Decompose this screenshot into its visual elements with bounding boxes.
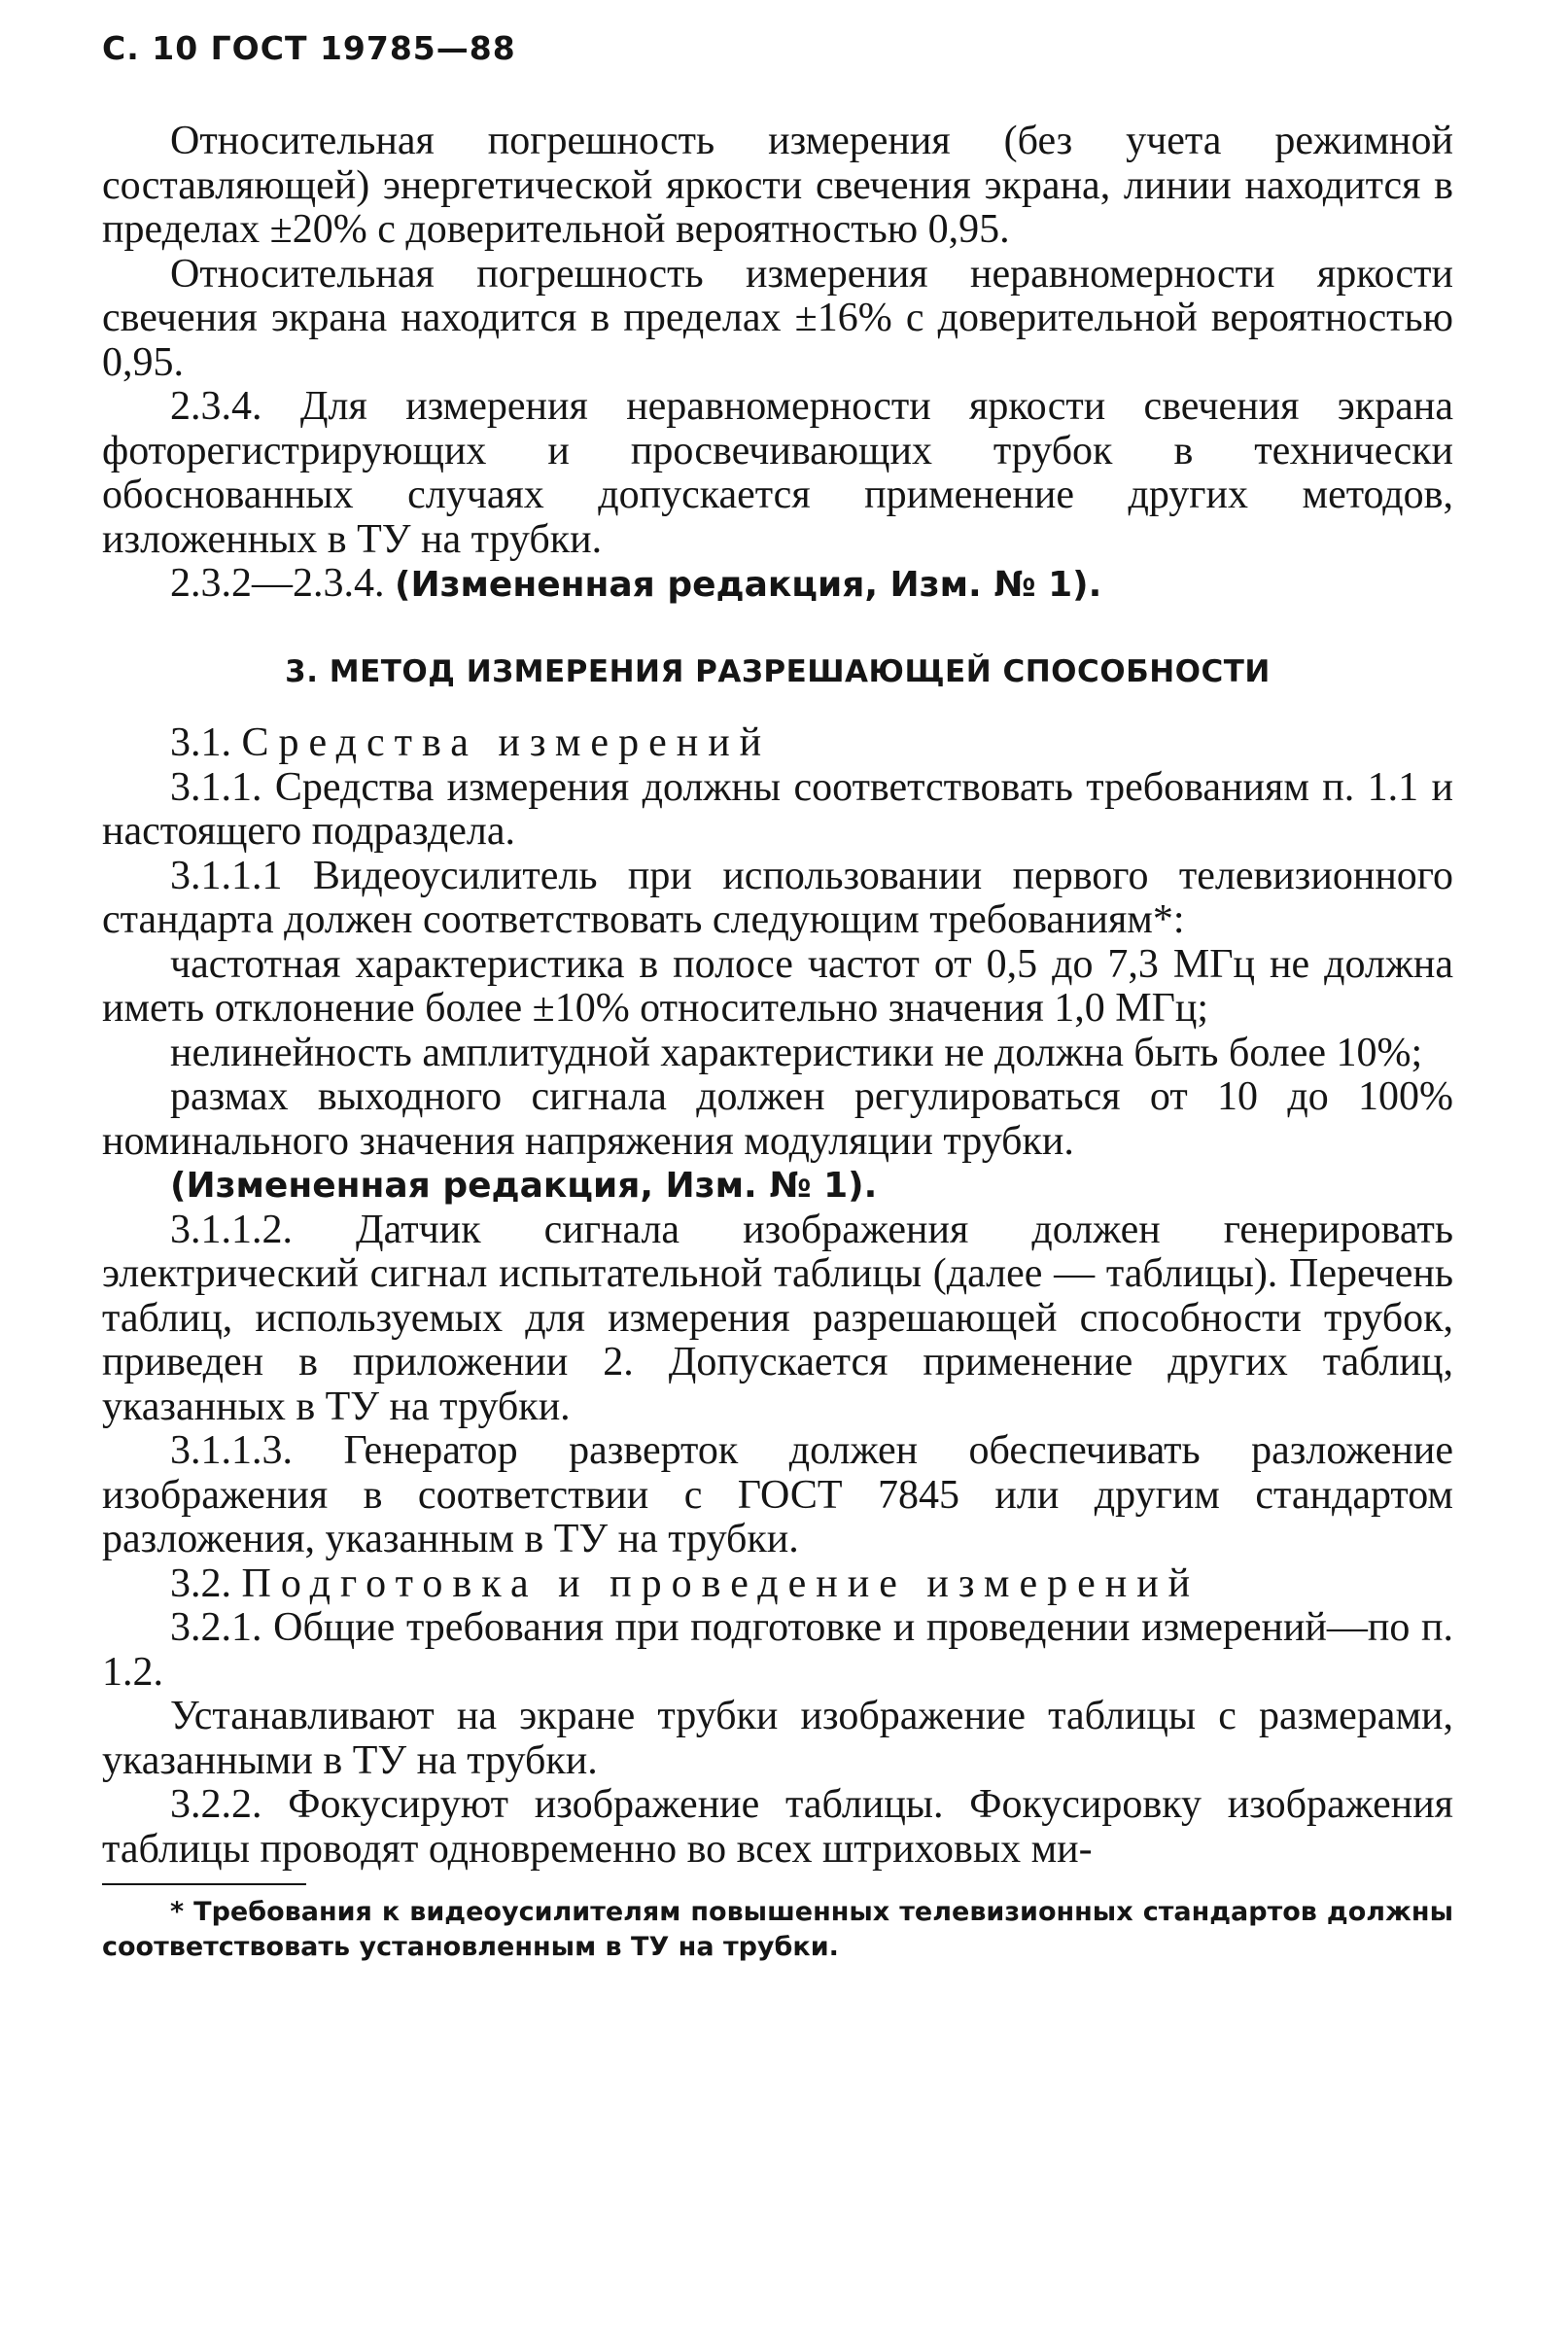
paragraph-3-1-1: 3.1.1. Средства измерения должны соответствовать требованиям п. 1.1 и настоящего подраздела. [102, 764, 1453, 854]
revision-clause-range: 2.3.2—2.3.4. [170, 561, 385, 606]
paragraph-unevenness-error: Относительная погрешность измерения неравномерности яркости свечения экрана находится в пределах ±16% с доверительной вероятностью 0,95. [102, 251, 1453, 385]
paragraph-3-1-1-2: 3.1.1.2. Датчик сигнала изображения должен генерировать электрический сигнал испытательной таблицы (далее — таблицы). Перечень таблиц, используемых для измерения разрешающей способности трубок, приведен в приложении 2. Допускается применение других таблиц, указанных в ТУ на трубки. [102, 1207, 1453, 1429]
revision-note-3: (Измененная редакция, Изм. № 1). [170, 1166, 878, 1206]
footnote-divider [102, 1883, 306, 1885]
paragraph-3-1-1-3: 3.1.1.3. Генератор разверток должен обеспечивать разложение изображения в соответствии с ГОСТ 7845 или другим стандартом разложения, указанным в ТУ на трубки. [102, 1428, 1453, 1561]
paragraph-3-2-1: 3.2.1. Общие требования при подготовке и проведении измерений—по п. 1.2. [102, 1605, 1453, 1695]
paragraph-nonlinearity: нелинейность амплитудной характеристики не должна быть более 10%; [170, 1030, 1423, 1075]
subsection-title: Подготовка и проведение измерений [241, 1560, 1201, 1606]
paragraph-install-table: Устанавливают на экране трубки изображение таблицы с размерами, указанными в ТУ на трубки. [102, 1694, 1453, 1783]
paragraph-frequency-response: частотная характеристика в полосе частот от 0,5 до 7,3 МГц не должна иметь отклонение более ±10% относительно значения 1,0 МГц; [102, 941, 1453, 1031]
paragraph-output-swing: размах выходного сигнала должен регулироваться от 10 до 100% номинального значения напряжения модуляции трубки. [102, 1074, 1453, 1164]
paragraph-3-1-1-1: 3.1.1.1 Видеоусилитель при использовании первого телевизионного стандарта должен соответствовать следующим требованиям*: [102, 853, 1453, 942]
subsection-number: 3.2. [170, 1560, 231, 1606]
subsection-title: Средства измерений [241, 720, 772, 765]
paragraph-revision-note-2 [102, 562, 1453, 608]
section-title: 3. МЕТОД ИЗМЕРЕНИЯ РАЗРЕШАЮЩЕЙ СПОСОБНОСТИ [285, 653, 1271, 689]
subsection-3-1-heading [102, 721, 1453, 766]
revision-note-bold: (Измененная редакция, Изм. № 1). [395, 565, 1102, 605]
footnote: * Требования к видеоусилителям повышенных телевизионных стандартов должны соответствовать установленным в ТУ на трубки. [102, 1897, 1453, 1962]
subsection-3-2-heading [102, 1562, 1453, 1607]
paragraph-2-3-4: 2.3.4. Для измерения неравномерности яркости свечения экрана фоторегистрирующих и просвечивающих трубок в технически обоснованных случаях допускается применение других методов, изложенных в ТУ на трубки. [102, 384, 1453, 562]
paragraph-3-2-2: 3.2.2. Фокусируют изображение таблицы. Фокусировку изображения таблицы проводят одновременно во всех штриховых ми- [102, 1782, 1453, 1872]
subsection-number: 3.1. [170, 720, 231, 765]
body-text [102, 120, 1453, 1872]
running-header: С. 10 ГОСТ 19785—88 [102, 29, 516, 67]
paragraph-energy-brightness-error: Относительная погрешность измерения (без учета режимной составляющей) энергетической яркости свечения экрана, линии находится в пределах ±20% с доверительной вероятностью 0,95. [102, 119, 1453, 252]
